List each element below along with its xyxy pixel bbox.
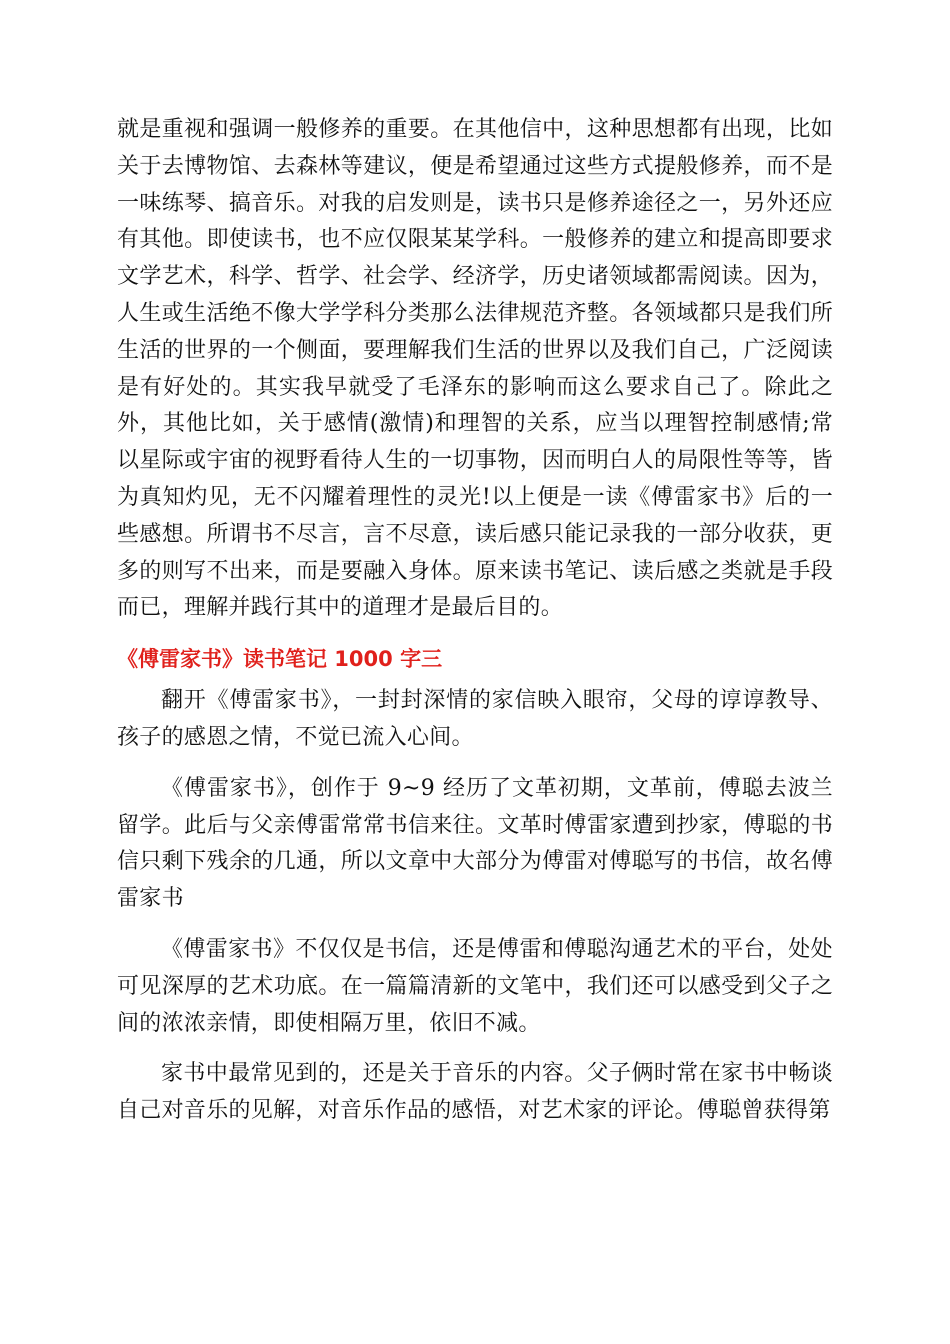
intro-paragraph: 就是重视和强调一般修养的重要。在其他信中，这种思想都有出现，比如关于去博物馆、去森林等建议，便是希望通过这些方式提般修养，而不是一味练琴、搞音乐。对我的启发则是，读书只是修养途径之一，另外还应有其他。即使读书，也不应仅限某某学科。一般修养的建立和提高即要求文学艺术，科学、哲学、社会学、经济学，历史诸领域都需阅读。因为，人生或生活绝不像大学学科分类那么法律规范齐整。各领域都只是我们所生活的世界的一个侧面，要理解我们生活的世界以及我们自己，广泛阅读是有好处的。其实我早就受了毛泽东的影响而这么要求自己了。除此之外，其他比如，关于感情(激情)和理智的关系，应当以理智控制感情;常以星际或宇宙的视野看待人生的一切事物，因而明白人的局限性等等，皆为真知灼见，无不闪耀着理性的灵光!以上便是一读《傅雷家书》后的一些感想。所谓书不尽言，言不尽意，读后感只能记录我的一部分收获，更多的则写不出来，而是要融入身体。原来读书笔记、读后感之类就是手段而已，理解并践行其中的道理才是最后目的。 (117, 117, 833, 621)
document-body (117, 112, 833, 1130)
body-paragraph-1: 翻开《傅雷家书》，一封封深情的家信映入眼帘，父母的谆谆教导、孩子的感恩之情，不觉已流入心间。 (117, 688, 833, 750)
section-heading: 《傅雷家书》读书笔记 1000 字三 (117, 647, 443, 672)
body-paragraph-4: 家书中最常见到的，还是关于音乐的内容。父子俩时常在家书中畅谈自己对音乐的见解，对音乐作品的感悟，对艺术家的评论。傅聪曾获得第 (117, 1061, 833, 1124)
body-paragraph-2: 《傅雷家书》，创作于 9~9 经历了文革初期，文革前，傅聪去波兰留学。此后与父亲傅雷常常书信来往。文革时傅雷家遭到抄家，傅聪的书信只剩下残余的几通，所以文章中大部分为傅雷对傅聪写的书信，故名傅雷家书 (117, 775, 833, 912)
body-paragraph-3: 《傅雷家书》不仅仅是书信，还是傅雷和傅聪沟通艺术的平台，处处可见深厚的艺术功底。在一篇篇清新的文笔中，我们还可以感受到父子之间的浓浓亲情，即使相隔万里，依旧不减。 (117, 936, 833, 1036)
